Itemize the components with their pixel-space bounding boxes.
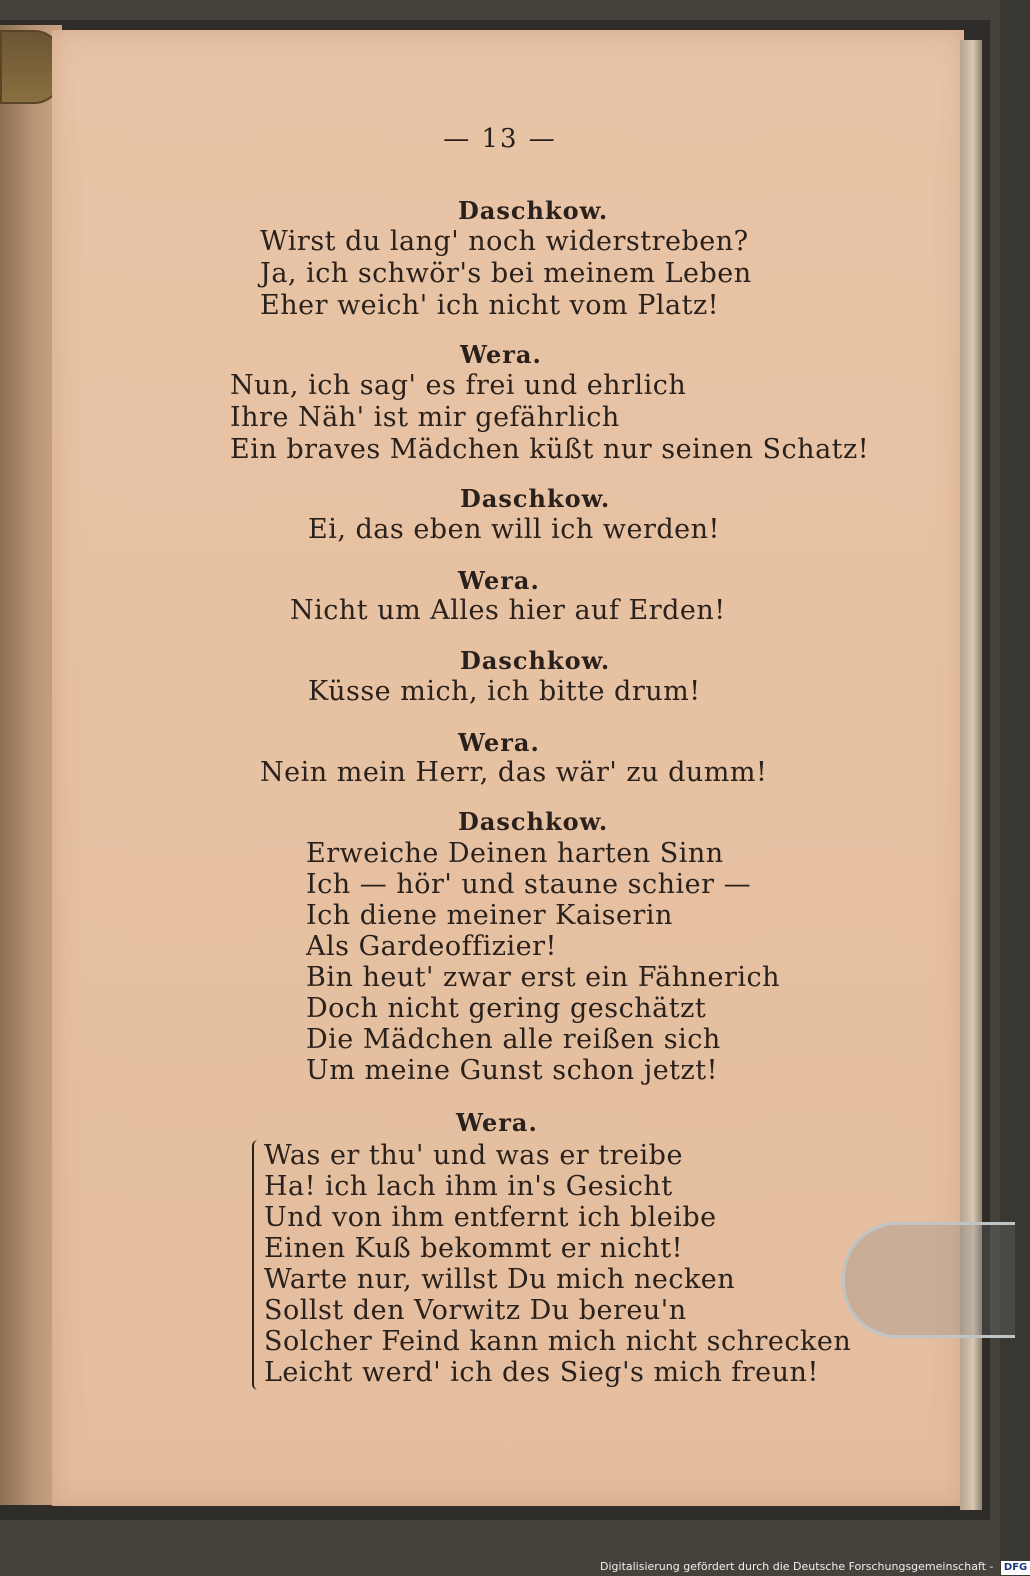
verse-line: Um meine Gunst schon jetzt! [306,1055,718,1086]
verse-line: Ich diene meiner Kaiserin [306,900,673,931]
verse-line: Solcher Feind kann mich nicht schrecken [264,1326,852,1357]
verse-line: Sollst den Vorwitz Du bereu'n [264,1295,687,1326]
verse-line: Ich — hör' und staune schier — [306,869,752,900]
verse-line: Als Gardeoffizier! [306,931,557,962]
speaker-name: Daschkow. [458,807,609,836]
verse-line: Was er thu' und was er treibe [264,1140,683,1171]
verse-line: Ja, ich schwör's bei meinem Leben [260,258,752,289]
verse-line: Warte nur, willst Du mich necken [264,1264,736,1295]
page-number: — 13 — [443,124,557,154]
verse-line: Wirst du lang' noch widerstreben? [260,226,749,257]
speaker-name: Wera. [460,340,542,369]
digitization-credit [600,1558,1028,1576]
speaker-name: Wera. [458,566,540,595]
verse-line: Die Mädchen alle reißen sich [306,1024,721,1055]
verse-line: Ha! ich lach ihm in's Gesicht [264,1171,673,1202]
speaker-name: Daschkow. [460,484,611,513]
verse-line: Einen Kuß bekommt er nicht! [264,1233,683,1264]
verse-line: Doch nicht gering geschätzt [306,993,707,1024]
credit-text: Digitalisierung gefördert durch die Deutsche Forschungsgemeinschaft - [600,1560,994,1573]
verse-line: Ihre Näh' ist mir gefährlich [230,402,620,433]
verse-line: Und von ihm entfernt ich bleibe [264,1202,717,1233]
dfg-logo: DFG [1001,1561,1030,1575]
verse-line: Nun, ich sag' es frei und ehrlich [230,370,687,401]
speaker-name: Wera. [458,728,540,757]
speaker-name: Wera. [456,1108,538,1137]
speaker-name: Daschkow. [458,196,609,225]
verse-line: Nein mein Herr, das wär' zu dumm! [260,757,768,788]
verse-line: Küsse mich, ich bitte drum! [308,676,701,707]
verse-line: Ei, das eben will ich werden! [308,514,720,545]
verse-line: Bin heut' zwar erst ein Fähnerich [306,962,781,993]
speaker-name: Daschkow. [460,646,611,675]
verse-line: Eher weich' ich nicht vom Platz! [260,290,720,321]
verse-line: Erweiche Deinen harten Sinn [306,838,724,869]
verse-line: Ein braves Mädchen küßt nur seinen Schatz! [230,434,870,465]
verse-line: Leicht werd' ich des Sieg's mich freun! [264,1357,819,1388]
verse-line: Nicht um Alles hier auf Erden! [290,595,726,626]
